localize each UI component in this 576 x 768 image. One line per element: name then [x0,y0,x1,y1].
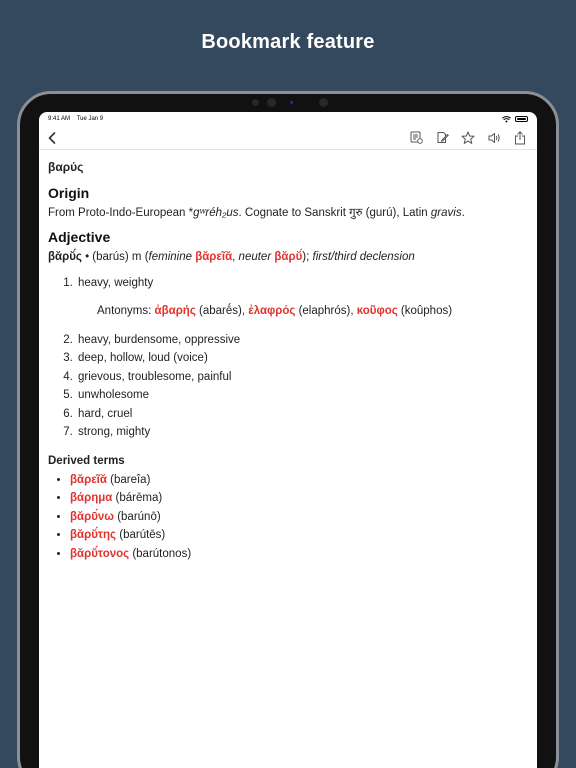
list-item: • βᾰρῡ́νω (barúnō) [70,508,528,527]
headword-line: βᾰρῠ́ς • (barús) m (feminine βᾰρεῖᾰ, neuter βᾰρῠ́); first/third declension [48,251,415,263]
list-item: • βᾰρῠ́της (barútēs) [70,526,528,545]
list-item: 2. heavy, burdensome, oppressive [76,331,528,350]
derived-term-link[interactable]: βάρημα [70,492,113,504]
app-screen [39,112,537,768]
list-item: 7. strong, mighty [76,423,528,442]
promo-headline: Bookmark feature [201,31,375,53]
edit-button[interactable] [435,131,449,145]
status-date: Tue Jan 9 [76,116,104,122]
feminine-form-link[interactable]: βᾰρεῖᾰ [195,251,233,263]
list-item: 4. grievous, troublesome, painful [76,368,528,387]
camera-icon [319,98,328,107]
pronounce-button[interactable] [487,131,501,145]
star-icon [461,131,475,145]
battery-icon [515,116,528,122]
status-time: 9:41 AM [48,116,71,122]
list-item: • βᾰρῠ́τονος (barútonos) [70,545,528,564]
status-bar [39,112,537,126]
document-button[interactable] [409,131,423,145]
list-item: 3. deep, hollow, loud (voice) [76,349,528,368]
share-button[interactable] [513,131,527,145]
list-item: 6. hard, cruel [76,405,528,424]
list-item: • βᾰρεῖᾰ (bareîa) [70,471,528,490]
antonym-link[interactable]: ἀβαρής [154,304,196,317]
document-icon [410,131,423,144]
list-item: 5. unwholesome [76,386,528,405]
antonyms-line: Antonyms: ἀβαρής (abarḗs), ἐλαφρός (elaphrós), κοῦφος (koûphos) [97,304,453,317]
list-item: • βάρημα (bárēma) [70,489,528,508]
senses-list [48,274,528,442]
antonym-link[interactable]: κοῦφος [356,304,398,317]
derived-term-link[interactable]: βᾰρῠ́τονος [70,547,130,560]
neuter-form-link[interactable]: βᾰρῠ́ [274,251,303,263]
bookmark-button[interactable] [461,131,475,145]
derived-term-link[interactable]: βᾰρῠ́της [70,529,117,541]
dictionary-entry [39,150,537,563]
chevron-left-icon [48,132,56,144]
edit-icon [436,131,449,144]
share-icon [514,131,526,145]
derived-terms-list [48,471,528,564]
back-button[interactable] [45,131,59,145]
toolbar [39,126,537,150]
origin-text: From Proto-Indo-European *gʷréh₂us. Cognate to Sanskrit गुरु (gurú), Latin gravis. [48,207,465,219]
camera-indicator-icon [290,101,293,104]
sensor-icon [252,99,259,106]
origin-heading: Origin [48,185,90,201]
entry-word: βαρύς [48,160,84,174]
antonym-link[interactable]: ἐλαφρός [248,304,296,317]
camera-icon [267,98,276,107]
speaker-icon [488,132,501,144]
derived-term-link[interactable]: βᾰρῡ́νω [70,510,115,523]
derived-term-link[interactable]: βᾰρεῖᾰ [70,473,107,486]
derived-heading: Derived terms [48,454,125,467]
wifi-icon [502,116,511,123]
pos-heading: Adjective [48,229,111,245]
list-item: 1. heavy, weighty Antonyms: ἀβαρής (abarḗs), ἐλαφρός (elaphrós), κοῦφος (koûphos) [76,274,528,319]
